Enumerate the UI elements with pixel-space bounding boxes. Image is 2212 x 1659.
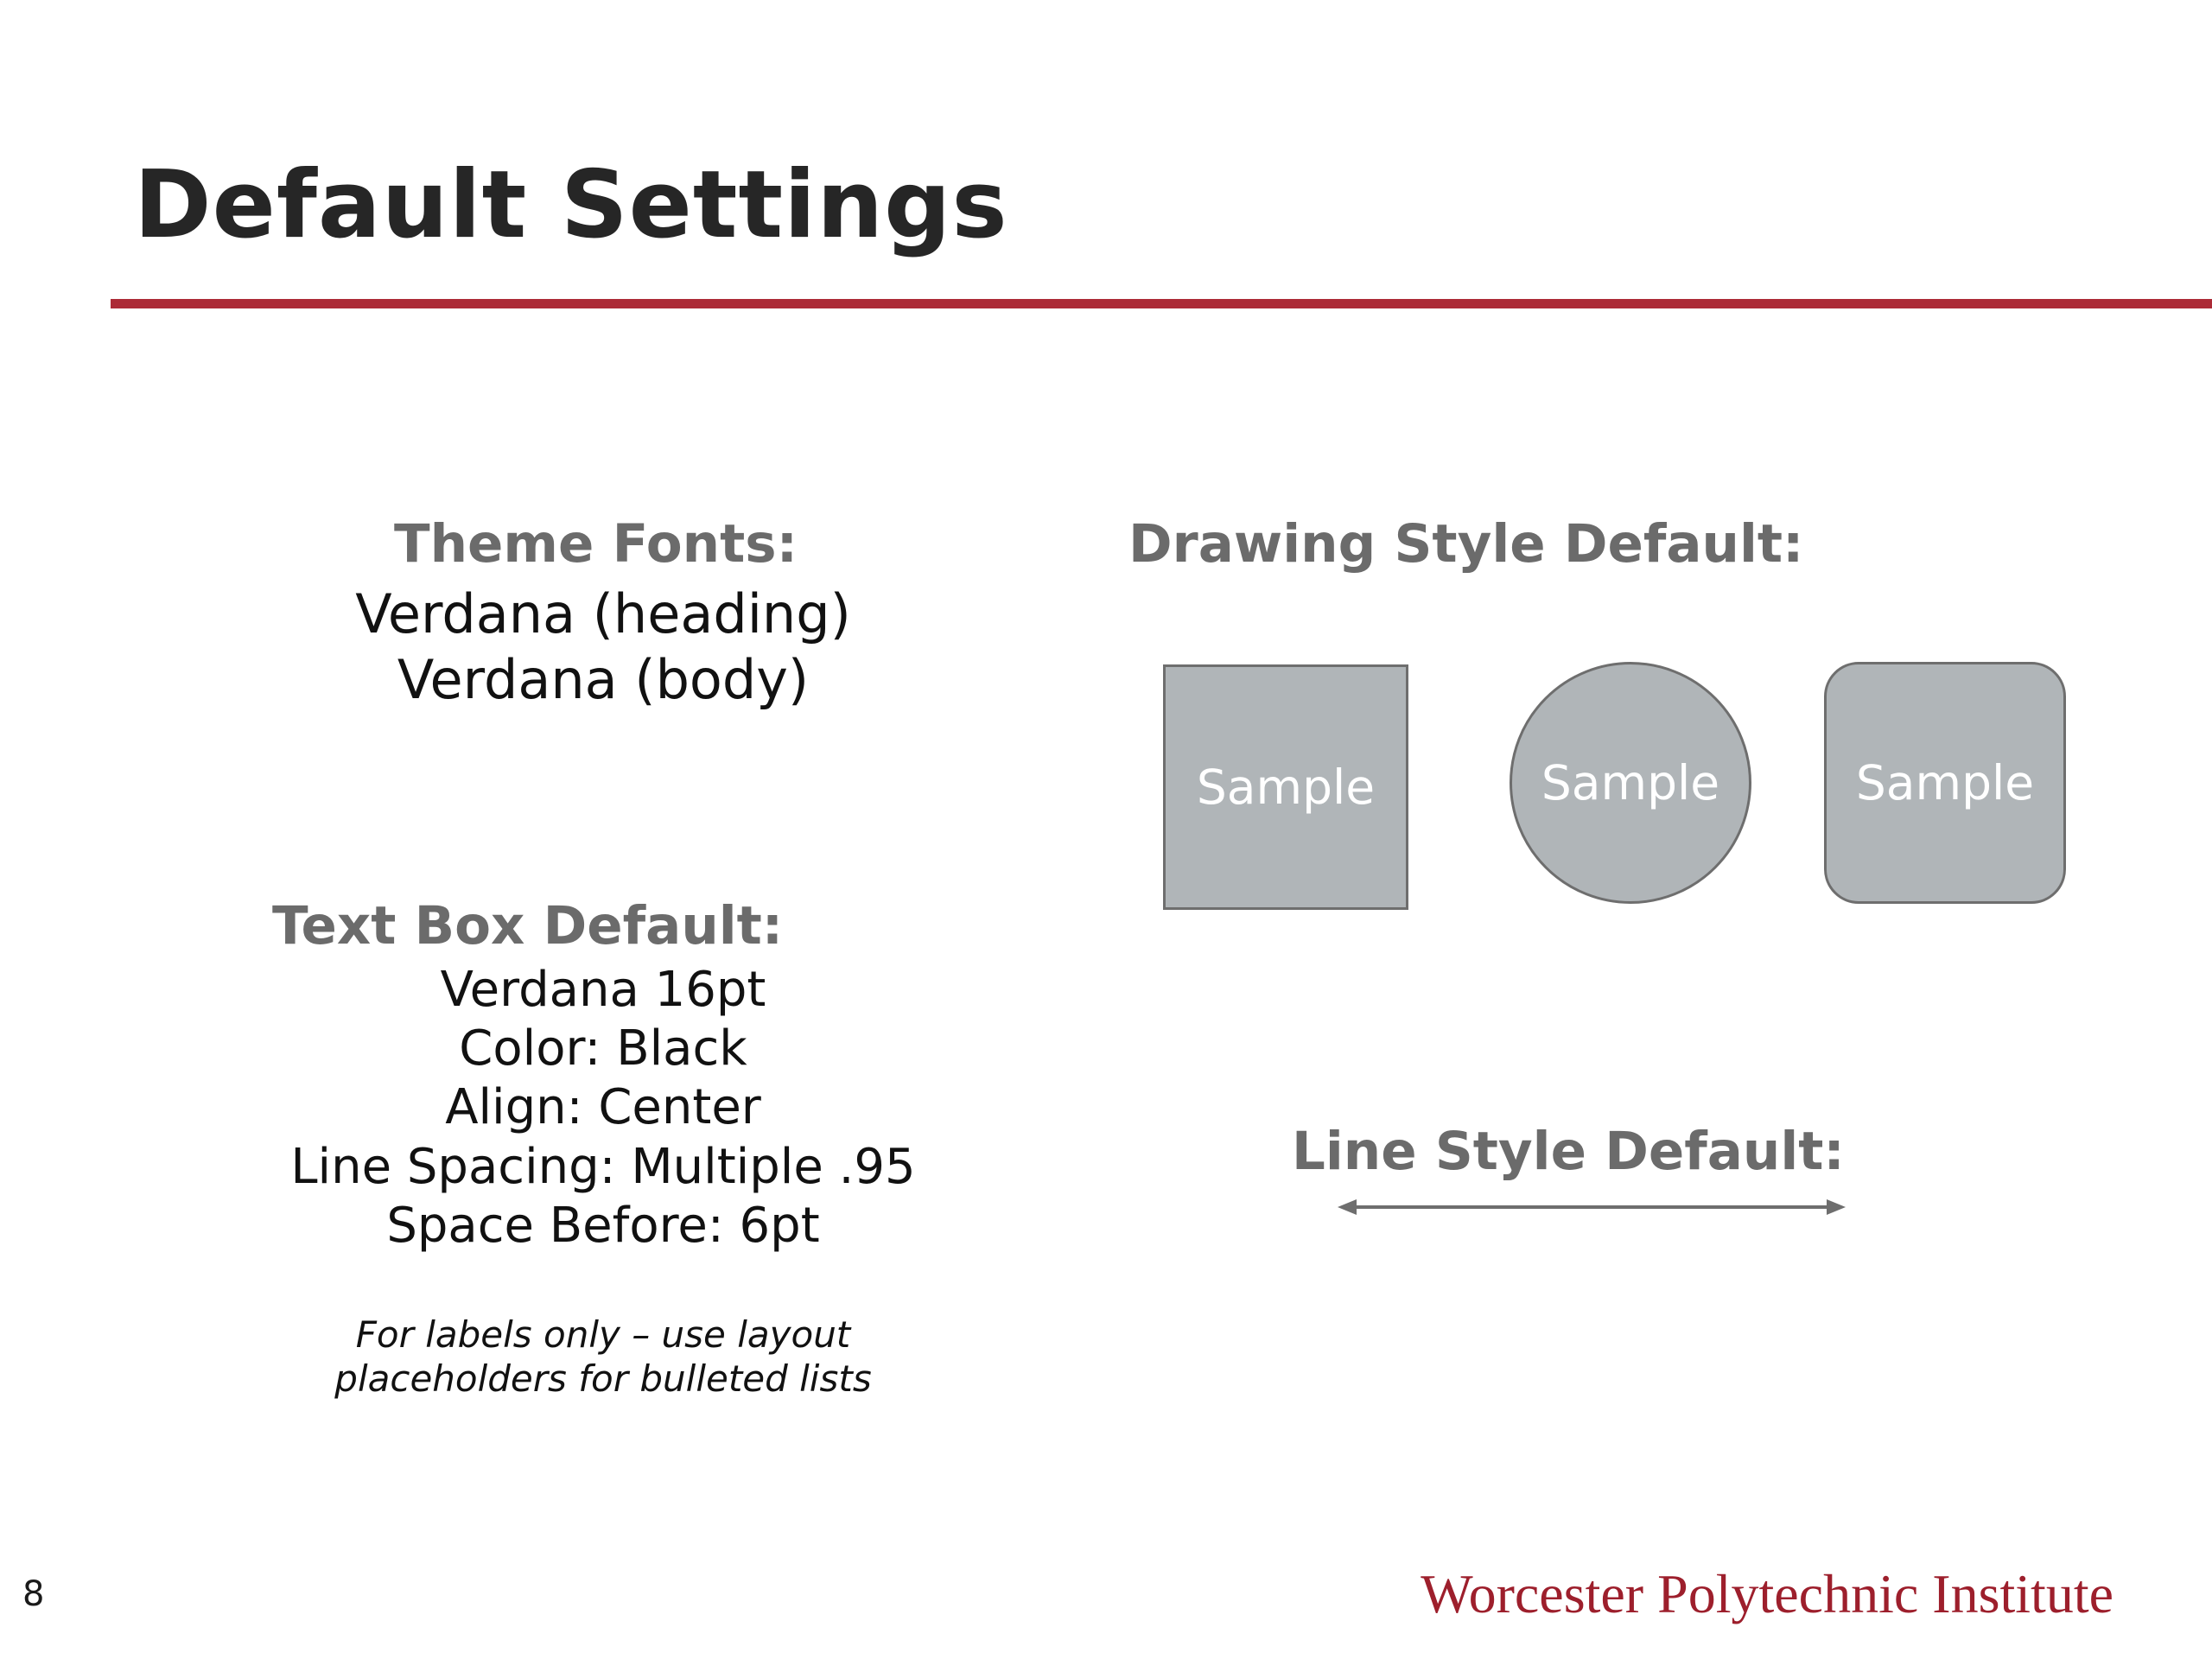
sample-circle-label: Sample (1541, 755, 1720, 810)
text-box-space-before-line: Space Before: 6pt (386, 1198, 820, 1254)
text-box-font-line: Verdana 16pt (440, 962, 766, 1018)
text-box-default-heading: Text Box Default: (272, 895, 784, 957)
slide-title: Default Settings (134, 151, 1008, 259)
text-box-color-line: Color: Black (459, 1020, 747, 1077)
double-arrow-line-icon (1338, 1194, 1846, 1220)
sample-rounded-square-shape (1824, 662, 2066, 904)
text-box-align-line: Align: Center (445, 1079, 761, 1135)
sample-square-shape (1163, 664, 1408, 910)
text-box-line-spacing-line: Line Spacing: Multiple .95 (290, 1139, 916, 1195)
sample-square-label: Sample (1196, 760, 1376, 815)
text-box-note-line-2: placeholders for bulleted lists (334, 1357, 872, 1400)
text-box-note-line-1: For labels only – use layout (355, 1313, 851, 1356)
theme-font-body-line: Verdana (body) (397, 648, 810, 711)
slide-number: 8 (22, 1574, 45, 1614)
line-style-default-heading: Line Style Default: (1292, 1121, 1845, 1182)
sample-rounded-square-label: Sample (1855, 755, 2035, 810)
title-divider (111, 299, 2212, 308)
drawing-style-default-heading: Drawing Style Default: (1128, 513, 1804, 575)
sample-circle-shape (1510, 662, 1751, 904)
footer-brand-logo-text: Worcester Polytechnic Institute (1421, 1563, 2113, 1624)
theme-fonts-heading: Theme Fonts: (394, 513, 798, 575)
theme-font-heading-line: Verdana (heading) (355, 582, 851, 645)
